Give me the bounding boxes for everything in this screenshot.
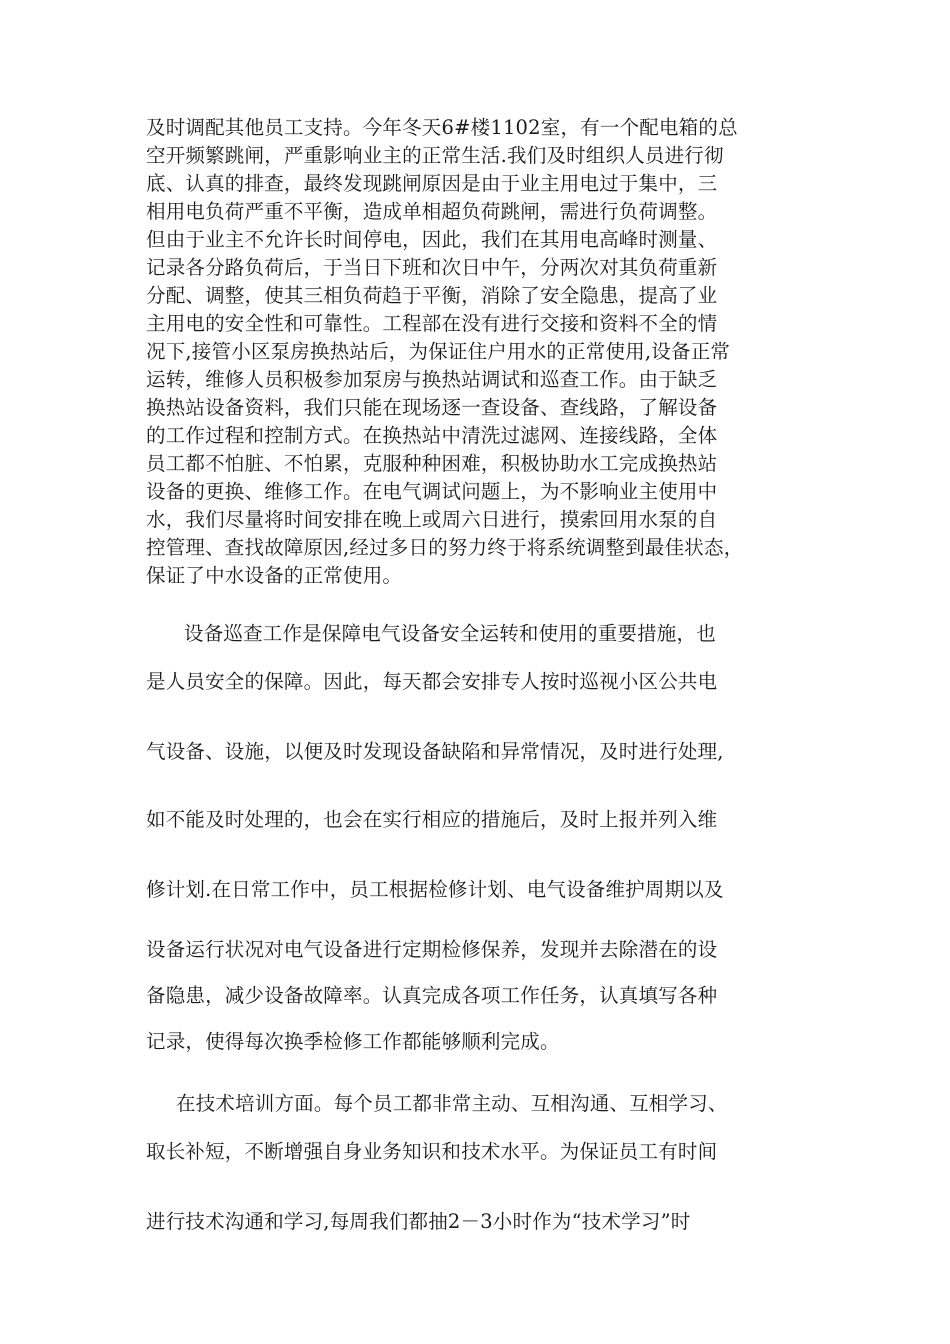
text-line: 相用电负荷严重不平衡，造成单相超负荷跳闸，需进行负荷调整。 <box>146 200 718 223</box>
text-line: 控管理、查找故障原因,经过多日的努力终于将系统调整到最佳状态， <box>146 536 744 559</box>
text-line: 但由于业主不允许长时间停电，因此，我们在其用电高峰时测量、 <box>146 228 718 251</box>
text-line: 记录，使得每次换季检修工作都能够顺利完成。 <box>146 1030 560 1053</box>
text-line: 修计划.在日常工作中，员工根据检修计划、电气设备维护周期以及 <box>146 878 724 901</box>
text-line: 底、认真的排查，最终发现跳闸原因是由于业主用电过于集中，三 <box>146 172 718 195</box>
text-line: 的工作过程和控制方式。在换热站中清洗过滤网、连接线路，全体 <box>146 424 718 447</box>
text-line: 记录各分路负荷后，于当日下班和次日中午，分两次对其负荷重新 <box>146 256 718 279</box>
text-line: 设备运行状况对电气设备进行定期检修保养，发现并去除潜在的设 <box>146 938 718 961</box>
text-line: 在技术培训方面。每个员工都非常主动、互相沟通、互相学习、 <box>176 1092 728 1115</box>
text-line: 取长补短，不断增强自身业务知识和技术水平。为保证员工有时间 <box>146 1140 718 1163</box>
text-line: 保证了中水设备的正常使用。 <box>146 564 403 587</box>
text-line: 水，我们尽量将时间安排在晚上或周六日进行，摸索回用水泵的自 <box>146 508 718 531</box>
text-line: 设备的更换、维修工作。在电气调试问题上，为不影响业主使用中 <box>146 480 718 503</box>
text-line: 主用电的安全性和可靠性。工程部在没有进行交接和资料不全的情 <box>146 312 718 335</box>
text-line: 进行技术沟通和学习,每周我们都抽2－3小时作为“技术学习”时 <box>146 1210 691 1233</box>
text-line: 气设备、设施，以便及时发现设备缺陷和异常情况，及时进行处理, <box>146 740 724 763</box>
text-line: 换热站设备资料，我们只能在现场逐一查设备、查线路，了解设备 <box>146 396 718 419</box>
text-line: 备隐患，减少设备故障率。认真完成各项工作任务，认真填写各种 <box>146 984 718 1007</box>
text-line: 分配、调整，使其三相负荷趋于平衡，消除了安全隐患，提高了业 <box>146 284 718 307</box>
text-line: 员工都不怕脏、不怕累，克服种种困难，积极协助水工完成换热站 <box>146 452 718 475</box>
text-line: 空开频繁跳闸，严重影响业主的正常生活.我们及时组织人员进行彻 <box>146 144 724 167</box>
text-line: 况下,接管小区泵房换热站后，为保证住户用水的正常使用,设备正常 <box>146 340 731 363</box>
text-line: 如不能及时处理的，也会在实行相应的措施后，及时上报并列入维 <box>146 808 718 831</box>
text-line: 运转，维修人员积极参加泵房与换热站调试和巡查工作。由于缺乏 <box>146 368 718 391</box>
text-line: 及时调配其他员工支持。今年冬天6#楼1102室，有一个配电箱的总 <box>146 116 738 139</box>
text-line: 是人员安全的保障。因此，每天都会安排专人按时巡视小区公共电 <box>146 670 718 693</box>
text-line: 设备巡查工作是保障电气设备安全运转和使用的重要措施，也 <box>184 622 716 645</box>
